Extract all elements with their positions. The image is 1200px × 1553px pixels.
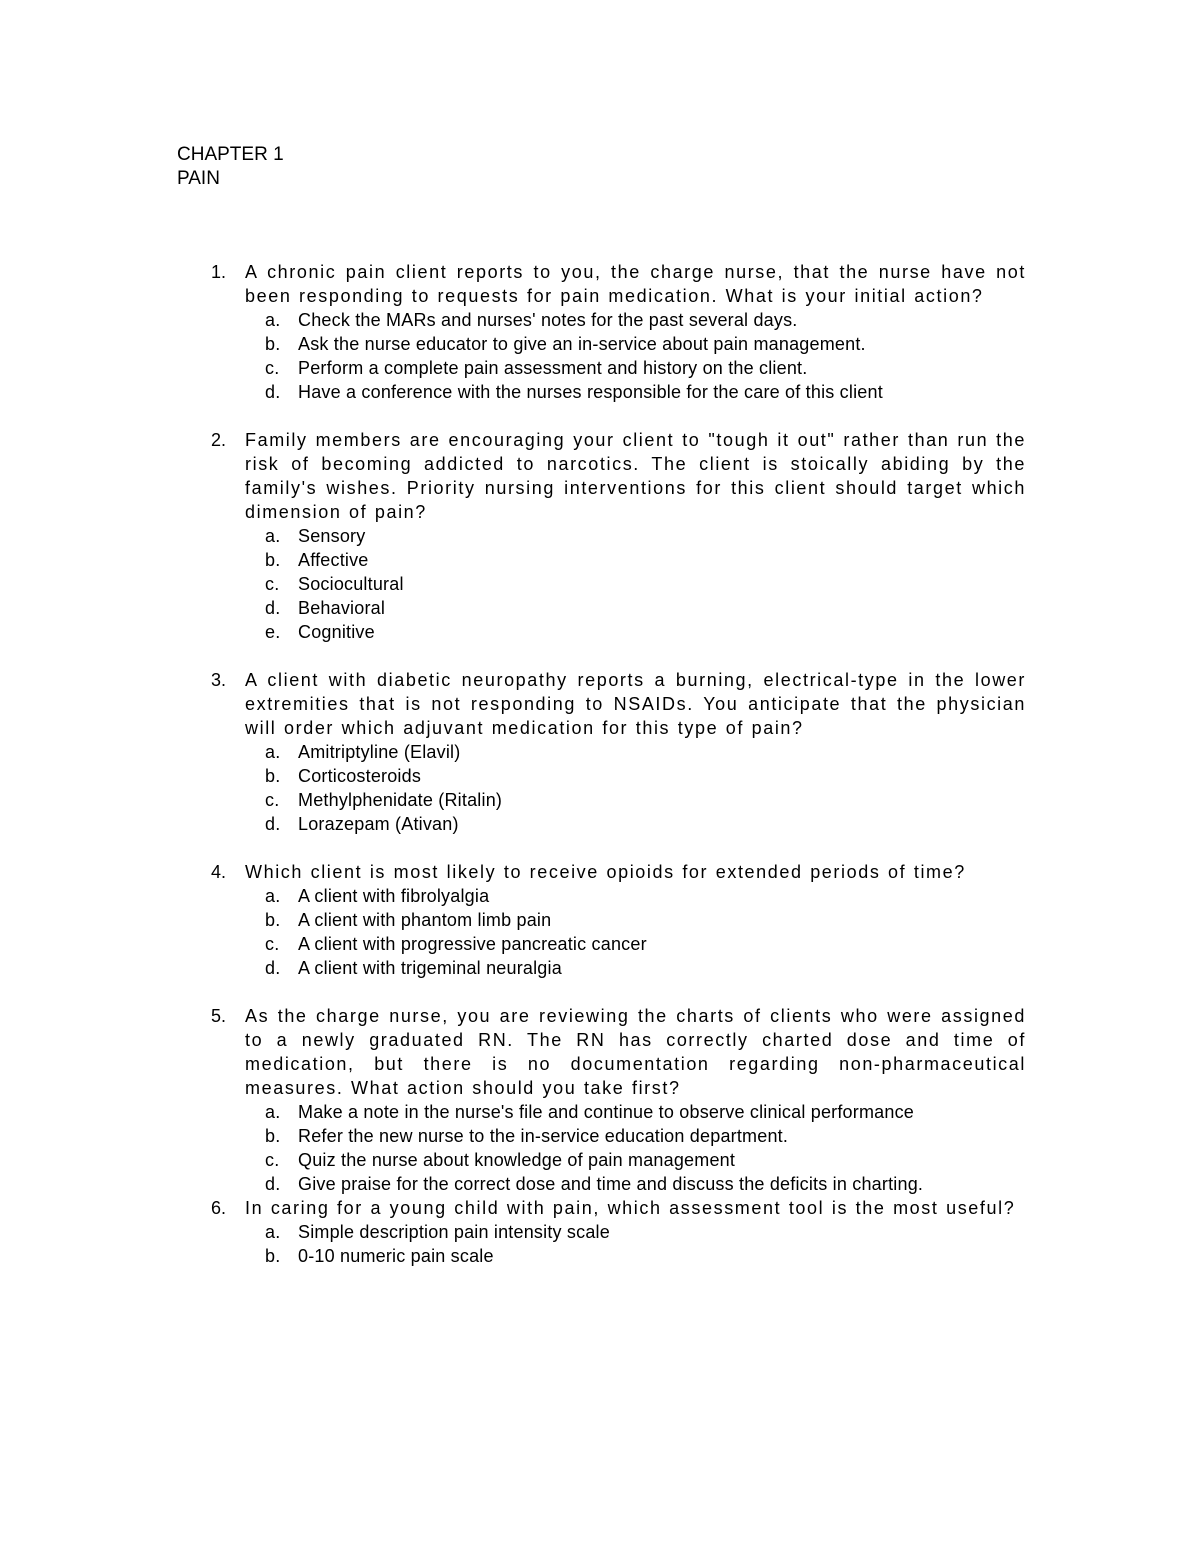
- question-item: [200, 428, 1026, 644]
- option-text: Have a conference with the nurses responsible for the care of this client: [298, 382, 883, 402]
- question-number: 6.: [211, 1198, 227, 1218]
- answer-option: [245, 1100, 1026, 1124]
- question-text: A client with diabetic neuropathy reports a burning, electrical-type in the lower extremities that is not responding to NSAIDs. You anticipate that the physician will order which adjuvant medication for this type of pain?: [245, 670, 1026, 738]
- answer-option: [245, 884, 1026, 908]
- option-letter: b.: [265, 910, 281, 930]
- chapter-topic: PAIN: [177, 168, 220, 189]
- question-text: Family members are encouraging your client to "tough it out" rather than run the risk of becoming addicted to narcotics. The client is stoically abiding by the family's wishes. Priority nursing interventions for this client should target which dimension of pain?: [245, 430, 1026, 522]
- option-text: A client with fibrolyalgia: [298, 886, 490, 906]
- option-list: [245, 524, 1026, 644]
- option-text: Methylphenidate (Ritalin): [298, 790, 503, 810]
- question-item: [200, 260, 1026, 404]
- option-letter: a.: [265, 526, 281, 546]
- option-text: Corticosteroids: [298, 766, 422, 786]
- answer-option: [245, 956, 1026, 980]
- question-number: 4.: [211, 862, 227, 882]
- answer-option: [245, 332, 1026, 356]
- option-letter: b.: [265, 1126, 281, 1146]
- question-list: [200, 260, 1026, 1268]
- question-number: 2.: [211, 430, 227, 450]
- question-item: [200, 668, 1026, 836]
- option-letter: b.: [265, 766, 281, 786]
- option-text: Lorazepam (Ativan): [298, 814, 459, 834]
- option-letter: a.: [265, 1102, 281, 1122]
- answer-option: [245, 788, 1026, 812]
- option-letter: b.: [265, 334, 281, 354]
- chapter-number: CHAPTER 1: [177, 144, 284, 165]
- option-text: Ask the nurse educator to give an in-service about pain management.: [298, 334, 866, 354]
- option-letter: c.: [265, 574, 280, 594]
- option-text: Make a note in the nurse's file and continue to observe clinical performance: [298, 1102, 914, 1122]
- option-letter: e.: [265, 622, 281, 642]
- option-list: [245, 1220, 1026, 1268]
- option-letter: c.: [265, 358, 280, 378]
- option-letter: d.: [265, 958, 281, 978]
- question-item: [200, 860, 1026, 980]
- option-text: Give praise for the correct dose and time and discuss the deficits in charting.: [298, 1174, 924, 1194]
- answer-option: [245, 764, 1026, 788]
- option-list: [245, 740, 1026, 836]
- answer-option: [245, 524, 1026, 548]
- option-letter: a.: [265, 742, 281, 762]
- option-text: Simple description pain intensity scale: [298, 1222, 610, 1242]
- question-number: 3.: [211, 670, 227, 690]
- option-letter: d.: [265, 598, 281, 618]
- option-text: Perform a complete pain assessment and history on the client.: [298, 358, 808, 378]
- option-text: Check the MARs and nurses' notes for the past several days.: [298, 310, 798, 330]
- option-text: A client with progressive pancreatic cancer: [298, 934, 647, 954]
- answer-option: [245, 548, 1026, 572]
- answer-option: [245, 1124, 1026, 1148]
- answer-option: [245, 356, 1026, 380]
- option-text: A client with trigeminal neuralgia: [298, 958, 562, 978]
- option-letter: a.: [265, 886, 281, 906]
- answer-option: [245, 596, 1026, 620]
- option-text: 0-10 numeric pain scale: [298, 1246, 494, 1266]
- option-letter: d.: [265, 382, 281, 402]
- option-text: Sensory: [298, 526, 366, 546]
- option-letter: a.: [265, 310, 281, 330]
- option-letter: c.: [265, 790, 280, 810]
- question-item: [200, 1004, 1026, 1196]
- option-text: Affective: [298, 550, 369, 570]
- option-text: Cognitive: [298, 622, 375, 642]
- answer-option: [245, 908, 1026, 932]
- option-text: A client with phantom limb pain: [298, 910, 552, 930]
- chapter-heading: [177, 143, 284, 191]
- option-text: Amitriptyline (Elavil): [298, 742, 461, 762]
- answer-option: [245, 620, 1026, 644]
- option-letter: d.: [265, 1174, 281, 1194]
- question-text: In caring for a young child with pain, which assessment tool is the most useful?: [245, 1198, 1016, 1218]
- answer-option: [245, 812, 1026, 836]
- option-list: [245, 1100, 1026, 1196]
- question-number: 1.: [211, 262, 227, 282]
- option-list: [245, 308, 1026, 404]
- option-text: Refer the new nurse to the in-service education department.: [298, 1126, 789, 1146]
- option-letter: c.: [265, 934, 280, 954]
- option-letter: d.: [265, 814, 281, 834]
- option-text: Sociocultural: [298, 574, 404, 594]
- answer-option: [245, 1172, 1026, 1196]
- option-text: Behavioral: [298, 598, 386, 618]
- option-text: Quiz the nurse about knowledge of pain management: [298, 1150, 736, 1170]
- answer-option: [245, 1148, 1026, 1172]
- answer-option: [245, 1220, 1026, 1244]
- answer-option: [245, 308, 1026, 332]
- answer-option: [245, 932, 1026, 956]
- answer-option: [245, 572, 1026, 596]
- answer-option: [245, 1244, 1026, 1268]
- option-letter: c.: [265, 1150, 280, 1170]
- question-text: Which client is most likely to receive opioids for extended periods of time?: [245, 862, 966, 882]
- option-letter: b.: [265, 550, 281, 570]
- option-list: [245, 884, 1026, 980]
- question-number: 5.: [211, 1006, 227, 1026]
- answer-option: [245, 740, 1026, 764]
- question-item: [200, 1196, 1026, 1268]
- question-text: As the charge nurse, you are reviewing the charts of clients who were assigned to a newly graduated RN. The RN has correctly charted dose and time of medication, but there is no documentation regarding non-pharmaceutical measures. What action should you take first?: [245, 1006, 1026, 1098]
- answer-option: [245, 380, 1026, 404]
- option-letter: a.: [265, 1222, 281, 1242]
- option-letter: b.: [265, 1246, 281, 1266]
- question-text: A chronic pain client reports to you, the charge nurse, that the nurse have not been responding to requests for pain medication. What is your initial action?: [245, 262, 1026, 306]
